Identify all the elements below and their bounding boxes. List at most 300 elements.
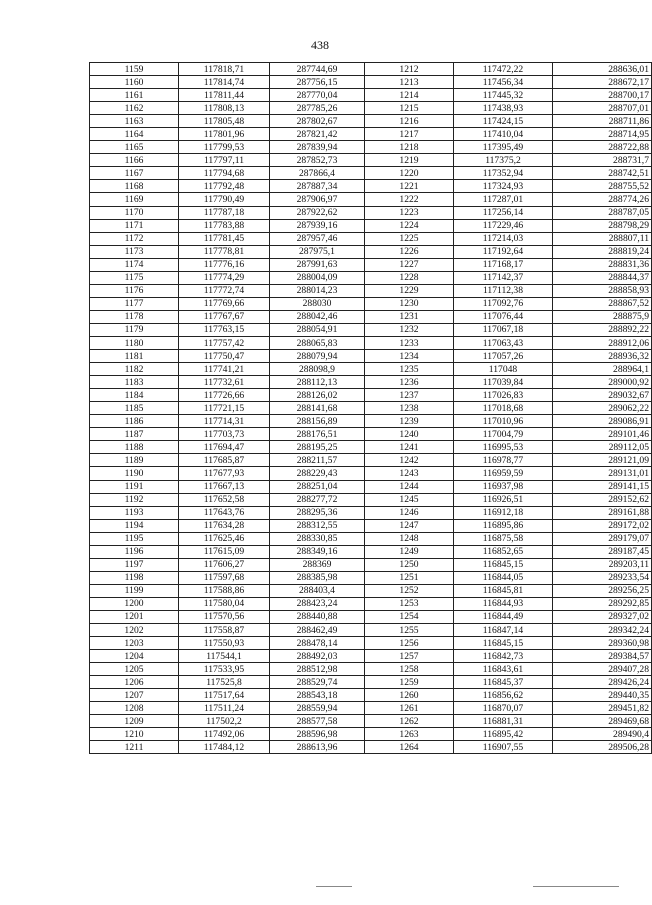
point-number-left: 1169 [90,193,179,206]
table-row [90,193,652,206]
x-coordinate-right: 117048 [454,363,553,376]
table-row [90,284,652,297]
y-coordinate-right: 289384,57 [553,650,652,663]
y-coordinate-right: 288711,86 [553,115,652,128]
y-coordinate-right: 289327,02 [553,610,652,623]
y-coordinate-left: 287785,26 [270,102,365,115]
y-coordinate-right: 289000,92 [553,376,652,389]
point-number-left: 1196 [90,545,179,558]
point-number-left: 1189 [90,454,179,467]
y-coordinate-left: 288529,74 [270,676,365,689]
point-number-left: 1197 [90,558,179,571]
x-coordinate-right: 117026,83 [454,389,553,402]
x-coordinate-right: 116842,73 [454,650,553,663]
table-row [90,180,652,193]
y-coordinate-right: 289360,98 [553,637,652,650]
x-coordinate-left: 117525,8 [179,676,270,689]
y-coordinate-left: 287906,97 [270,193,365,206]
x-coordinate-right: 117192,64 [454,245,553,258]
x-coordinate-right: 116843,61 [454,663,553,676]
point-number-right: 1239 [365,415,454,428]
point-number-right: 1238 [365,402,454,415]
y-coordinate-left: 288478,14 [270,637,365,650]
table-row [90,545,652,558]
x-coordinate-left: 117558,87 [179,624,270,637]
y-coordinate-right: 289187,45 [553,545,652,558]
y-coordinate-left: 288098,9 [270,363,365,376]
x-coordinate-right: 117004,79 [454,428,553,441]
point-number-left: 1175 [90,271,179,284]
point-number-right: 1234 [365,350,454,363]
y-coordinate-right: 289256,25 [553,584,652,597]
x-coordinate-right: 116937,98 [454,480,553,493]
x-coordinate-left: 117769,66 [179,297,270,310]
y-coordinate-left: 288054,91 [270,323,365,336]
table-row [90,558,652,571]
point-number-left: 1165 [90,141,179,154]
x-coordinate-right: 117410,04 [454,128,553,141]
x-coordinate-right: 117424,15 [454,115,553,128]
point-number-right: 1222 [365,193,454,206]
y-coordinate-right: 288867,52 [553,297,652,310]
x-coordinate-right: 116978,77 [454,454,553,467]
table-row [90,363,652,376]
y-coordinate-right: 288936,32 [553,350,652,363]
y-coordinate-right: 288714,95 [553,128,652,141]
x-coordinate-right: 117112,38 [454,284,553,297]
table-row [90,63,652,76]
x-coordinate-left: 117667,13 [179,480,270,493]
x-coordinate-right: 116845,15 [454,558,553,571]
point-number-right: 1247 [365,519,454,532]
y-coordinate-right: 289469,68 [553,715,652,728]
y-coordinate-left: 288126,02 [270,389,365,402]
x-coordinate-left: 117732,61 [179,376,270,389]
footer-divider-right [533,886,619,887]
y-coordinate-left: 288403,4 [270,584,365,597]
point-number-right: 1260 [365,689,454,702]
y-coordinate-right: 289131,01 [553,467,652,480]
y-coordinate-left: 287975,1 [270,245,365,258]
table-row [90,141,652,154]
y-coordinate-right: 289440,35 [553,689,652,702]
x-coordinate-left: 117774,29 [179,271,270,284]
table-row [90,493,652,506]
y-coordinate-right: 288912,06 [553,336,652,349]
point-number-right: 1246 [365,506,454,519]
x-coordinate-right: 117010,96 [454,415,553,428]
table-row [90,506,652,519]
y-coordinate-left: 288176,51 [270,428,365,441]
point-number-right: 1228 [365,271,454,284]
y-coordinate-left: 288014,23 [270,284,365,297]
y-coordinate-right: 288831,36 [553,258,652,271]
y-coordinate-right: 288672,17 [553,76,652,89]
point-number-right: 1255 [365,624,454,637]
point-number-right: 1225 [365,232,454,245]
point-number-left: 1190 [90,467,179,480]
y-coordinate-right: 289086,91 [553,415,652,428]
x-coordinate-right: 117472,22 [454,63,553,76]
y-coordinate-left: 287939,16 [270,219,365,232]
point-number-left: 1164 [90,128,179,141]
point-number-right: 1221 [365,180,454,193]
point-number-left: 1186 [90,415,179,428]
y-coordinate-right: 288787,05 [553,206,652,219]
x-coordinate-left: 117805,48 [179,115,270,128]
x-coordinate-right: 117039,84 [454,376,553,389]
x-coordinate-right: 117229,46 [454,219,553,232]
table-row [90,663,652,676]
table-row [90,323,652,336]
x-coordinate-left: 117615,09 [179,545,270,558]
x-coordinate-right: 116995,53 [454,441,553,454]
point-number-right: 1264 [365,741,454,754]
x-coordinate-right: 117092,76 [454,297,553,310]
x-coordinate-left: 117787,18 [179,206,270,219]
table-row [90,728,652,741]
y-coordinate-right: 289179,07 [553,532,652,545]
y-coordinate-left: 288211,57 [270,454,365,467]
point-number-right: 1217 [365,128,454,141]
point-number-left: 1188 [90,441,179,454]
x-coordinate-left: 117570,56 [179,610,270,623]
y-coordinate-left: 287839,94 [270,141,365,154]
table-row [90,715,652,728]
point-number-right: 1263 [365,728,454,741]
x-coordinate-right: 117076,44 [454,310,553,323]
y-coordinate-left: 288004,09 [270,271,365,284]
point-number-left: 1187 [90,428,179,441]
table-row [90,258,652,271]
y-coordinate-left: 287957,46 [270,232,365,245]
point-number-left: 1161 [90,89,179,102]
y-coordinate-left: 288577,58 [270,715,365,728]
point-number-right: 1259 [365,676,454,689]
x-coordinate-right: 117456,34 [454,76,553,89]
x-coordinate-right: 116895,42 [454,728,553,741]
point-number-right: 1242 [365,454,454,467]
point-number-left: 1180 [90,336,179,349]
x-coordinate-left: 117794,68 [179,167,270,180]
table-row [90,519,652,532]
x-coordinate-right: 117018,68 [454,402,553,415]
x-coordinate-right: 117256,14 [454,206,553,219]
point-number-right: 1249 [365,545,454,558]
point-number-left: 1210 [90,728,179,741]
y-coordinate-left: 288229,43 [270,467,365,480]
y-coordinate-left: 288312,55 [270,519,365,532]
point-number-left: 1172 [90,232,179,245]
x-coordinate-left: 117685,87 [179,454,270,467]
y-coordinate-right: 289451,82 [553,702,652,715]
page-number: 438 [311,38,329,52]
point-number-left: 1195 [90,532,179,545]
x-coordinate-left: 117776,16 [179,258,270,271]
point-number-left: 1166 [90,154,179,167]
x-coordinate-right: 116844,05 [454,571,553,584]
point-number-right: 1216 [365,115,454,128]
point-number-left: 1167 [90,167,179,180]
x-coordinate-left: 117799,53 [179,141,270,154]
point-number-left: 1177 [90,297,179,310]
point-number-left: 1205 [90,663,179,676]
y-coordinate-right: 289161,88 [553,506,652,519]
table-row [90,219,652,232]
point-number-right: 1226 [365,245,454,258]
y-coordinate-right: 289490,4 [553,728,652,741]
x-coordinate-right: 117375,2 [454,154,553,167]
y-coordinate-right: 288844,37 [553,271,652,284]
x-coordinate-left: 117801,96 [179,128,270,141]
y-coordinate-right: 289032,67 [553,389,652,402]
point-number-left: 1160 [90,76,179,89]
x-coordinate-left: 117502,2 [179,715,270,728]
point-number-left: 1185 [90,402,179,415]
y-coordinate-right: 288731,7 [553,154,652,167]
x-coordinate-left: 117726,66 [179,389,270,402]
point-number-right: 1231 [365,310,454,323]
point-number-right: 1230 [365,297,454,310]
y-coordinate-left: 287866,4 [270,167,365,180]
point-number-left: 1171 [90,219,179,232]
x-coordinate-right: 117287,01 [454,193,553,206]
y-coordinate-right: 289101,46 [553,428,652,441]
x-coordinate-left: 117811,44 [179,89,270,102]
y-coordinate-right: 288742,51 [553,167,652,180]
table-row [90,154,652,167]
point-number-left: 1203 [90,637,179,650]
x-coordinate-right: 117445,32 [454,89,553,102]
y-coordinate-left: 288543,18 [270,689,365,702]
y-coordinate-left: 288030 [270,297,365,310]
x-coordinate-left: 117797,11 [179,154,270,167]
point-number-left: 1184 [90,389,179,402]
x-coordinate-left: 117634,28 [179,519,270,532]
y-coordinate-left: 287744,69 [270,63,365,76]
y-coordinate-right: 288964,1 [553,363,652,376]
table-body [90,63,652,754]
y-coordinate-left: 287770,04 [270,89,365,102]
point-number-right: 1236 [365,376,454,389]
x-coordinate-left: 117772,74 [179,284,270,297]
point-number-right: 1256 [365,637,454,650]
x-coordinate-right: 116895,86 [454,519,553,532]
x-coordinate-right: 117214,03 [454,232,553,245]
table-row [90,741,652,754]
x-coordinate-left: 117783,88 [179,219,270,232]
point-number-left: 1202 [90,624,179,637]
x-coordinate-right: 116912,18 [454,506,553,519]
table-row [90,610,652,623]
point-number-right: 1251 [365,571,454,584]
x-coordinate-left: 117741,21 [179,363,270,376]
table-row [90,637,652,650]
x-coordinate-left: 117790,49 [179,193,270,206]
point-number-right: 1229 [365,284,454,297]
x-coordinate-right: 116844,93 [454,597,553,610]
point-number-left: 1194 [90,519,179,532]
point-number-right: 1252 [365,584,454,597]
y-coordinate-right: 288807,11 [553,232,652,245]
x-coordinate-left: 117588,86 [179,584,270,597]
point-number-right: 1232 [365,323,454,336]
y-coordinate-right: 289233,54 [553,571,652,584]
x-coordinate-right: 117324,93 [454,180,553,193]
table-row [90,650,652,663]
x-coordinate-right: 117057,26 [454,350,553,363]
x-coordinate-left: 117714,31 [179,415,270,428]
point-number-left: 1181 [90,350,179,363]
y-coordinate-right: 289121,09 [553,454,652,467]
y-coordinate-right: 288892,22 [553,323,652,336]
x-coordinate-left: 117792,48 [179,180,270,193]
y-coordinate-left: 288440,88 [270,610,365,623]
table-row [90,597,652,610]
point-number-right: 1237 [365,389,454,402]
point-number-left: 1178 [90,310,179,323]
y-coordinate-right: 289426,24 [553,676,652,689]
x-coordinate-left: 117694,47 [179,441,270,454]
point-number-right: 1261 [365,702,454,715]
point-number-right: 1218 [365,141,454,154]
table-row [90,271,652,284]
point-number-right: 1243 [365,467,454,480]
x-coordinate-left: 117677,93 [179,467,270,480]
point-number-left: 1176 [90,284,179,297]
table-row [90,310,652,323]
x-coordinate-left: 117652,58 [179,493,270,506]
x-coordinate-left: 117533,95 [179,663,270,676]
point-number-right: 1227 [365,258,454,271]
y-coordinate-right: 288798,29 [553,219,652,232]
x-coordinate-left: 117544,1 [179,650,270,663]
x-coordinate-right: 117063,43 [454,336,553,349]
y-coordinate-right: 289141,15 [553,480,652,493]
point-number-left: 1207 [90,689,179,702]
x-coordinate-right: 116852,65 [454,545,553,558]
point-number-left: 1191 [90,480,179,493]
y-coordinate-right: 288858,93 [553,284,652,297]
table-row [90,441,652,454]
point-number-left: 1163 [90,115,179,128]
x-coordinate-left: 117492,06 [179,728,270,741]
y-coordinate-left: 288156,89 [270,415,365,428]
x-coordinate-right: 117067,18 [454,323,553,336]
y-coordinate-right: 289292,85 [553,597,652,610]
table-row [90,454,652,467]
x-coordinate-right: 116845,15 [454,637,553,650]
x-coordinate-right: 116856,62 [454,689,553,702]
y-coordinate-left: 288423,24 [270,597,365,610]
y-coordinate-left: 288349,16 [270,545,365,558]
point-number-right: 1258 [365,663,454,676]
point-number-right: 1257 [365,650,454,663]
table-row [90,350,652,363]
point-number-left: 1168 [90,180,179,193]
x-coordinate-right: 116926,51 [454,493,553,506]
x-coordinate-right: 116844,49 [454,610,553,623]
y-coordinate-right: 288707,01 [553,102,652,115]
table-row [90,480,652,493]
y-coordinate-left: 288330,85 [270,532,365,545]
x-coordinate-left: 117750,47 [179,350,270,363]
y-coordinate-right: 289342,24 [553,624,652,637]
y-coordinate-left: 288112,13 [270,376,365,389]
point-number-left: 1200 [90,597,179,610]
point-number-right: 1253 [365,597,454,610]
y-coordinate-right: 289062,22 [553,402,652,415]
point-number-right: 1224 [365,219,454,232]
point-number-left: 1182 [90,363,179,376]
x-coordinate-left: 117517,64 [179,689,270,702]
table-row [90,336,652,349]
table-row [90,402,652,415]
table-row [90,376,652,389]
table-row [90,245,652,258]
y-coordinate-right: 288774,26 [553,193,652,206]
point-number-right: 1250 [365,558,454,571]
table-row [90,102,652,115]
point-number-left: 1159 [90,63,179,76]
y-coordinate-left: 287821,42 [270,128,365,141]
x-coordinate-left: 117721,15 [179,402,270,415]
point-number-left: 1206 [90,676,179,689]
x-coordinate-left: 117703,73 [179,428,270,441]
x-coordinate-left: 117511,24 [179,702,270,715]
footer-divider-left [316,886,352,887]
point-number-left: 1162 [90,102,179,115]
point-number-right: 1241 [365,441,454,454]
point-number-left: 1199 [90,584,179,597]
y-coordinate-right: 289407,28 [553,663,652,676]
x-coordinate-right: 116845,37 [454,676,553,689]
table-row [90,389,652,402]
x-coordinate-left: 117606,27 [179,558,270,571]
table-row [90,624,652,637]
point-number-left: 1209 [90,715,179,728]
x-coordinate-left: 117757,42 [179,336,270,349]
point-number-left: 1201 [90,610,179,623]
y-coordinate-left: 288277,72 [270,493,365,506]
point-number-right: 1212 [365,63,454,76]
x-coordinate-right: 116959,59 [454,467,553,480]
point-number-left: 1174 [90,258,179,271]
point-number-right: 1262 [365,715,454,728]
table-row [90,532,652,545]
y-coordinate-left: 287922,62 [270,206,365,219]
point-number-right: 1245 [365,493,454,506]
table-row [90,115,652,128]
y-coordinate-left: 288065,83 [270,336,365,349]
x-coordinate-right: 117438,93 [454,102,553,115]
table-row [90,76,652,89]
x-coordinate-right: 116907,55 [454,741,553,754]
point-number-right: 1244 [365,480,454,493]
y-coordinate-left: 287887,34 [270,180,365,193]
point-number-right: 1240 [365,428,454,441]
y-coordinate-left: 288295,36 [270,506,365,519]
point-number-right: 1213 [365,76,454,89]
x-coordinate-left: 117550,93 [179,637,270,650]
table-row [90,584,652,597]
y-coordinate-left: 287852,73 [270,154,365,167]
point-number-right: 1248 [365,532,454,545]
point-number-left: 1204 [90,650,179,663]
table-row [90,571,652,584]
y-coordinate-right: 288722,88 [553,141,652,154]
point-number-left: 1173 [90,245,179,258]
